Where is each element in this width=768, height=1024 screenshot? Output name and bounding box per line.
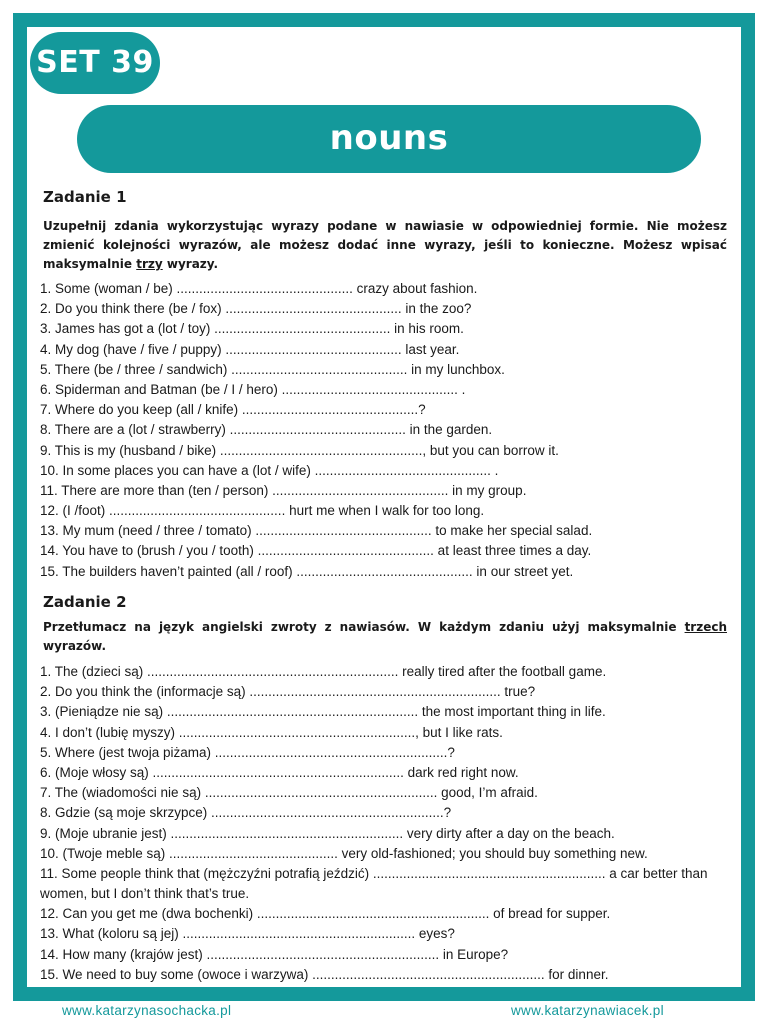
task1-item: 4. My dog (have / five / puppy) ............................................... last year. [40, 341, 460, 357]
task2-instruction-emphasis: trzech [684, 620, 727, 634]
task2-item: 11. Some people think that (mężczyźni potrafią jeździć) .............................................................. a car better than women, but I don’t think that’s true. [40, 865, 708, 902]
task1-item: 9. This is my (husband / bike) ......................................................, but you can borrow it. [40, 442, 559, 458]
footer-link-left[interactable]: www.katarzynasochacka.pl [62, 1003, 232, 1018]
task1-list [40, 279, 730, 582]
task1-item: 10. In some places you can have a (lot / wife) ............................................... . [40, 462, 499, 478]
task1-item: 1. Some (woman / be) ............................................... crazy about fashion. [40, 281, 478, 296]
task1-item: 11. There are more than (ten / person) ............................................... in my group. [40, 482, 527, 498]
task2-item: 10. (Twoje meble są) ............................................. very old-fashioned; you should buy something new. [40, 845, 648, 861]
task1-item: 6. Spiderman and Batman (be / I / hero) ............................................... . [40, 381, 466, 397]
task2-instruction-text: Przetłumacz na język angielski zwroty z nawiasów. W każdym zdaniu użyj maksymalnie [43, 620, 685, 634]
task2-item: 8. Gdzie (są moje skrzypce) ..............................................................? [40, 805, 452, 821]
footer-link-right[interactable]: www.katarzynawiacek.pl [511, 1003, 664, 1018]
task1-item: 7. Where do you keep (all / knife) ...............................................? [40, 402, 426, 418]
task1-instruction-end: wyrazy. [162, 257, 219, 271]
task2-item: 2. Do you think the (informacje są) ................................................................... true? [40, 684, 536, 700]
task1-heading: Zadanie 1 [43, 188, 127, 206]
task1-item: 13. My mum (need / three / tomato) ............................................... to make her special salad. [40, 523, 593, 539]
task2-item: 14. How many (krajów jest) .............................................................. in Europe? [40, 946, 509, 962]
task1-item: 14. You have to (brush / you / tooth) ............................................... at least three times a day. [40, 543, 592, 559]
task2-item: 9. (Moje ubranie jest) .............................................................. very dirty after a day on the beach. [40, 825, 615, 841]
task1-item: 2. Do you think there (be / fox) ............................................... in the zoo? [40, 301, 472, 317]
task2-item: 13. What (koloru są jej) .............................................................. eyes? [40, 926, 455, 942]
task2-item: 4. I don’t (lubię myszy) ..............................................................., but I like rats. [40, 724, 503, 740]
task1-item: 8. There are a (lot / strawberry) ............................................... in the garden. [40, 422, 493, 438]
task2-item: 5. Where (jest twoja piżama) ..............................................................? [40, 744, 455, 760]
task2-item: 7. The (wiadomości nie są) .............................................................. good, I’m afraid. [40, 785, 538, 801]
task2-item: 12. Can you get me (dwa bochenki) .............................................................. of bread for supper. [40, 906, 611, 922]
task1-item: 12. (I /foot) ............................................... hurt me when I walk for too long. [40, 503, 485, 519]
task2-instruction [43, 618, 727, 656]
task2-item: 15. We need to buy some (owoce i warzywa) .............................................................. for dinner. [40, 966, 609, 982]
task1-item: 3. James has got a (lot / toy) ............................................... in his room. [40, 321, 464, 337]
task1-instruction [43, 217, 727, 274]
task1-instruction-text: Uzupełnij zdania wykorzystując wyrazy podane w nawiasie w odpowiedniej formie. Nie możesz zmienić kolejności wyrazów, ale możesz dodać inne wyrazy, jeśli to konieczne. Możesz wpisać maksymalnie [43, 219, 727, 271]
task2-list [40, 662, 730, 985]
task2-item: 6. (Moje włosy są) ................................................................... dark red right now. [40, 764, 519, 780]
task2-item: 3. (Pieniądze nie są) ................................................................... the most important thing in life. [40, 704, 606, 720]
task2-item: 1. The (dzieci są) ................................................................... really tired after the football game. [40, 664, 607, 679]
set-badge: SET 39 [30, 32, 160, 94]
task2-heading: Zadanie 2 [43, 593, 127, 611]
task1-instruction-emphasis: trzy [136, 257, 163, 271]
task1-item: 15. The builders haven’t painted (all / roof) ............................................... in our street yet. [40, 563, 574, 579]
task1-item: 5. There (be / three / sandwich) ............................................... in my lunchbox. [40, 361, 505, 377]
page-title: nouns [77, 105, 701, 173]
task2-instruction-end: wyrazów. [43, 639, 107, 653]
